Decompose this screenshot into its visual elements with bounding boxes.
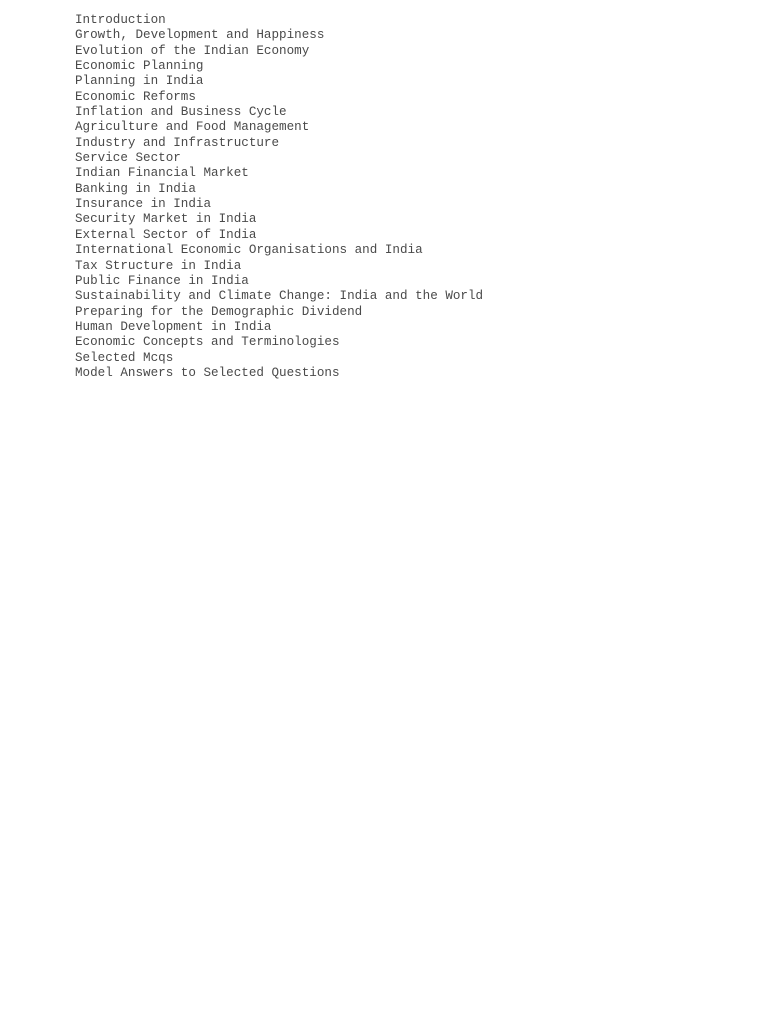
- toc-entry-growth-development-happiness: Growth, Development and Happiness: [75, 28, 325, 43]
- toc-entry-model-answers: Model Answers to Selected Questions: [75, 365, 340, 380]
- toc-entry-banking-in-india: Banking in India: [75, 181, 196, 196]
- toc-entry-insurance-in-india: Insurance in India: [75, 197, 212, 212]
- toc-entry-economic-planning: Economic Planning: [75, 59, 204, 74]
- toc-entry-introduction: Introduction: [75, 13, 166, 27]
- toc-entry-demographic-dividend: Preparing for the Demographic Dividend: [75, 304, 363, 319]
- toc-entry-sustainability-climate-change: Sustainability and Climate Change: India and the World: [75, 289, 484, 304]
- toc-entry-international-economic-organisations: International Economic Organisations and India: [75, 243, 423, 258]
- table-of-contents: [75, 13, 483, 381]
- toc-entry-inflation-business-cycle: Inflation and Business Cycle: [75, 105, 287, 120]
- toc-entry-external-sector-of-india: External Sector of India: [75, 227, 257, 242]
- toc-entry-industry-infrastructure: Industry and Infrastructure: [75, 135, 280, 150]
- toc-entry-evolution-indian-economy: Evolution of the Indian Economy: [75, 43, 310, 58]
- toc-entry-selected-mcqs: Selected Mcqs: [75, 350, 174, 365]
- toc-entry-public-finance-in-india: Public Finance in India: [75, 273, 249, 288]
- toc-entry-security-market-in-india: Security Market in India: [75, 212, 257, 227]
- toc-entry-human-development-in-india: Human Development in India: [75, 319, 272, 334]
- toc-entry-economic-concepts-terminologies: Economic Concepts and Terminologies: [75, 335, 340, 350]
- toc-entry-agriculture-food-management: Agriculture and Food Management: [75, 120, 310, 135]
- toc-entry-economic-reforms: Economic Reforms: [75, 89, 196, 104]
- toc-entry-service-sector: Service Sector: [75, 151, 181, 166]
- toc-entry-planning-in-india: Planning in India: [75, 74, 204, 89]
- toc-entry-tax-structure-in-india: Tax Structure in India: [75, 258, 242, 273]
- toc-entry-indian-financial-market: Indian Financial Market: [75, 166, 249, 181]
